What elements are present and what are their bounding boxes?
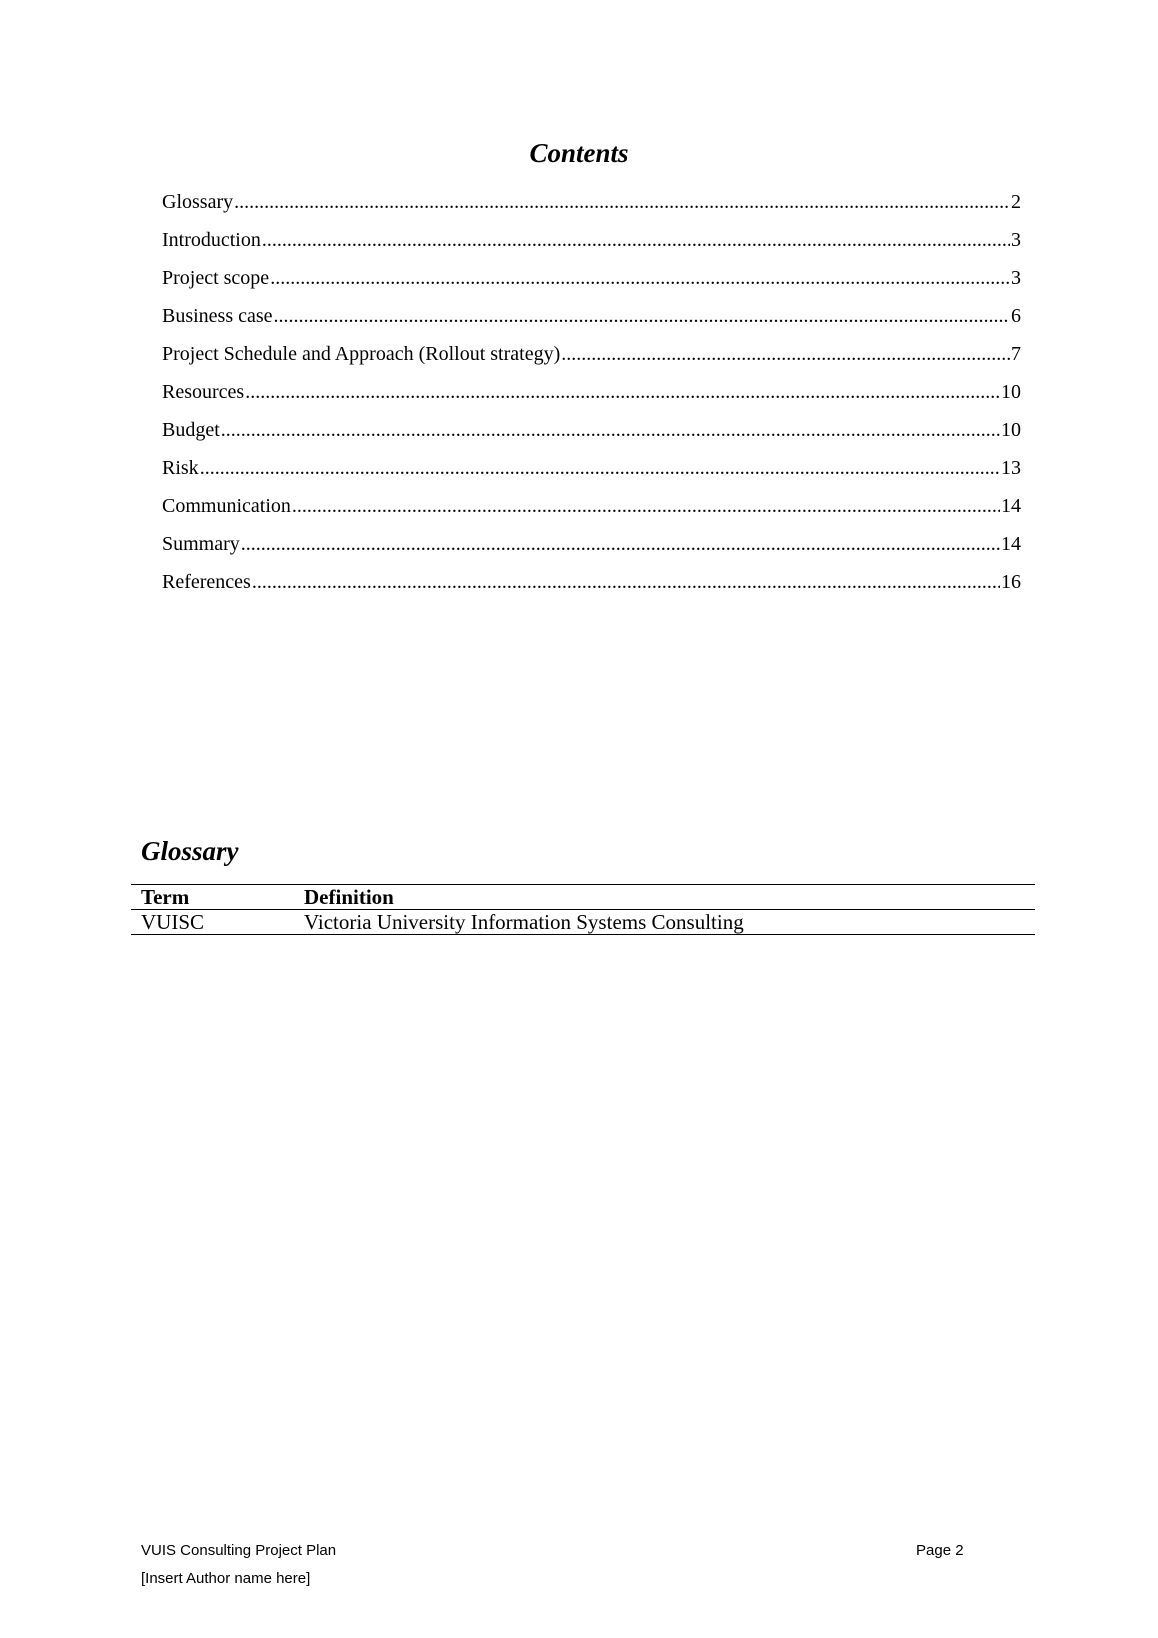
toc-entry-label: Communication <box>162 495 291 517</box>
toc-entry-budget[interactable] <box>162 404 1021 442</box>
toc-entry-label: Budget <box>162 419 220 441</box>
footer-page-number: Page 2 <box>916 1542 964 1559</box>
contents-heading: Contents <box>529 138 629 168</box>
table-of-contents <box>162 176 1021 594</box>
dot-leader <box>252 570 1000 594</box>
dot-leader <box>234 190 1010 214</box>
dot-leader <box>241 532 1000 556</box>
dot-leader <box>221 418 1000 442</box>
page-footer-left <box>141 1537 336 1593</box>
dot-leader <box>561 342 1010 366</box>
toc-entry-label: Introduction <box>162 229 261 251</box>
toc-entry-page: 13 <box>1001 457 1021 479</box>
toc-entry-page: 7 <box>1011 343 1021 365</box>
dot-leader <box>200 456 1000 480</box>
toc-entry-project-schedule[interactable] <box>162 328 1021 366</box>
toc-entry-communication[interactable] <box>162 480 1021 518</box>
toc-entry-label: Risk <box>162 457 199 479</box>
glossary-table <box>131 884 1035 935</box>
toc-entry-resources[interactable] <box>162 366 1021 404</box>
glossary-term: VUISC <box>141 910 205 934</box>
toc-entry-label: Project Schedule and Approach (Rollout strategy) <box>162 343 561 365</box>
column-header-definition: Definition <box>304 885 394 909</box>
toc-entry-label: Resources <box>162 381 245 403</box>
toc-entry-references[interactable] <box>162 556 1021 594</box>
toc-entry-page: 10 <box>1001 381 1021 403</box>
glossary-heading: Glossary <box>141 836 239 866</box>
toc-entry-page: 3 <box>1011 267 1021 289</box>
toc-entry-page: 2 <box>1011 191 1021 213</box>
dot-leader <box>270 266 1010 290</box>
footer-document-title: VUIS Consulting Project Plan <box>141 1542 337 1559</box>
column-header-term: Term <box>141 885 190 909</box>
toc-entry-page: 14 <box>1001 533 1021 555</box>
toc-entry-introduction[interactable] <box>162 214 1021 252</box>
toc-entry-summary[interactable] <box>162 518 1021 556</box>
toc-entry-page: 10 <box>1001 419 1021 441</box>
toc-entry-page: 16 <box>1001 571 1021 593</box>
toc-entry-label: Project scope <box>162 267 270 289</box>
footer-author: [Insert Author name here] <box>141 1570 311 1587</box>
dot-leader <box>262 228 1010 252</box>
table-row <box>131 910 1035 935</box>
toc-entry-label: Summary <box>162 533 240 555</box>
dot-leader <box>292 494 1000 518</box>
dot-leader <box>274 304 1010 328</box>
toc-entry-page: 3 <box>1011 229 1021 251</box>
dot-leader <box>245 380 1000 404</box>
toc-entry-label: References <box>162 571 251 593</box>
toc-entry-business-case[interactable] <box>162 290 1021 328</box>
toc-entry-glossary[interactable] <box>162 176 1021 214</box>
toc-entry-label: Business case <box>162 305 273 327</box>
glossary-header-row <box>131 885 1035 910</box>
toc-entry-risk[interactable] <box>162 442 1021 480</box>
toc-entry-project-scope[interactable] <box>162 252 1021 290</box>
toc-entry-label: Glossary <box>162 191 234 213</box>
glossary-definition: Victoria University Information Systems Consulting <box>304 910 744 934</box>
toc-entry-page: 6 <box>1011 305 1021 327</box>
toc-entry-page: 14 <box>1001 495 1021 517</box>
